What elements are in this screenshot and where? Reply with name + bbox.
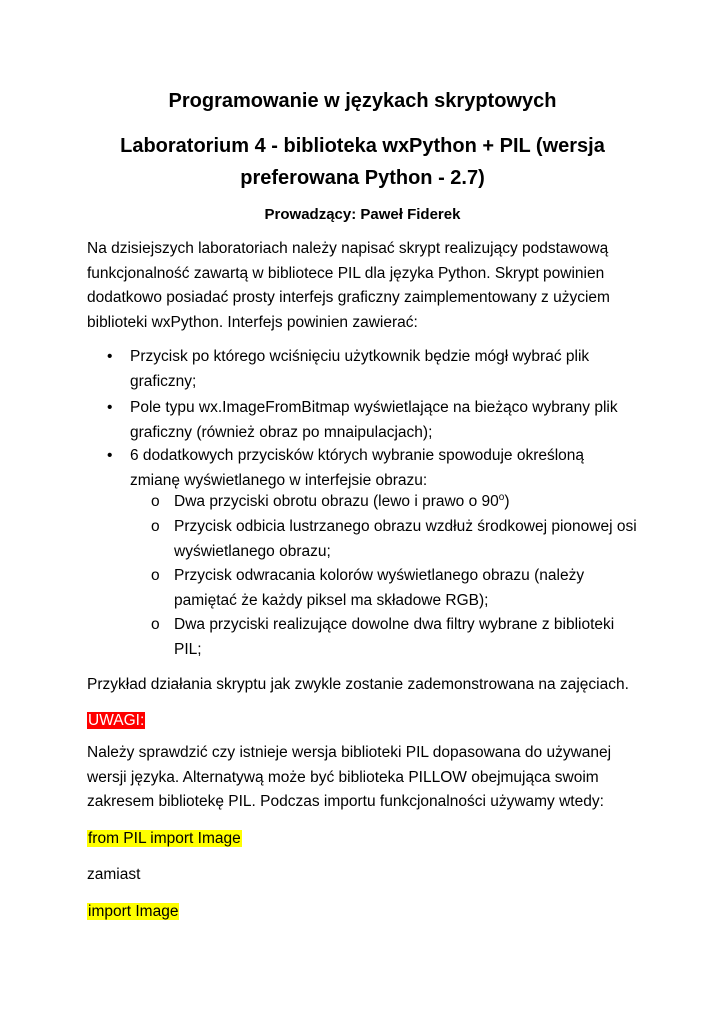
intro-line: Na dzisiejszych laboratoriach należy napisać skrypt realizujący podstawową (87, 240, 609, 257)
intro-paragraph (87, 237, 647, 335)
code-line-2: import Image (88, 903, 179, 920)
sub-bullet-icon: o (151, 567, 160, 584)
sub-bullet-icon: o (151, 518, 160, 535)
sub-bullet-icon: o (151, 616, 160, 633)
warning-line: Należy sprawdzić czy istnieje wersja biblioteki PIL dopasowana do używanej (87, 744, 612, 761)
list-item-line: 6 dodatkowych przycisków których wybranie spowoduje określoną (130, 447, 585, 464)
sub-list-item (174, 613, 644, 662)
code-line-2-row (87, 900, 647, 925)
list-item-line: zmianę wyświetlanego w interfejsie obrazu: (130, 471, 428, 489)
sub-list-item-line: PIL; (174, 640, 202, 658)
list-item-line: graficzny; (130, 372, 197, 390)
lecturer: Prowadzący: Paweł Fiderek (264, 206, 461, 223)
bullet-icon: • (107, 399, 113, 416)
sub-list-item-line: wyświetlanego obrazu; (174, 542, 331, 560)
warning-line: zakresem bibliotekę PIL. Podczas importu funkcjonalności używamy wtedy: (87, 793, 604, 810)
warning-label-row (87, 709, 647, 734)
lab-title-line-1: Laboratorium 4 - biblioteka wxPython + PIL (wersja (120, 135, 605, 157)
sub-bullet-icon: o (151, 493, 160, 510)
intro-line: funkcjonalność zawartą w bibliotece PIL dla języka Python. Skrypt powinien (87, 264, 605, 282)
bullet-icon: • (107, 447, 113, 464)
between-text: zamiast (87, 866, 141, 883)
list-item (130, 345, 650, 394)
code-line-1-row (87, 827, 647, 852)
sub-list-item-text: Dwa przyciski obrotu obrazu (lewo i prawo o 90 (174, 493, 499, 510)
list-item (130, 444, 650, 493)
degree-mark: o (498, 491, 505, 503)
sub-list-item-line: Dwa przyciski realizujące dowolne dwa filtry wybrane z biblioteki (174, 616, 615, 633)
page-title: Programowanie w językach skryptowych (168, 90, 557, 112)
warning-paragraph (87, 741, 647, 815)
sub-list-item (174, 490, 644, 515)
sub-list-item-line: Przycisk odwracania kolorów wyświetlanego obrazu (należy (174, 567, 585, 584)
list-item-line: Przycisk po którego wciśnięciu użytkownik będzie mógł wybrać plik (130, 348, 590, 365)
warning-line: wersji języka. Alternatywą może być biblioteka PILLOW obejmująca swoim (87, 768, 599, 786)
intro-line: dodatkowo posiadać prosty interfejs graficzny zaimplementowany z użyciem (87, 289, 610, 306)
list-item-line: Pole typu wx.ImageFromBitmap wyświetlające na bieżąco wybrany plik (130, 399, 618, 416)
lab-title (40, 130, 685, 194)
sub-list-item-line: Przycisk odbicia lustrzanego obrazu wzdłuż środkowej pionowej osi (174, 518, 637, 535)
intro-line: biblioteki wxPython. Interfejs powinien zawierać: (87, 313, 418, 331)
list-item (130, 396, 650, 445)
example-paragraph: Przykład działania skryptu jak zwykle zostanie zademonstrowana na zajęciach. (87, 676, 629, 693)
bullet-icon: • (107, 348, 113, 365)
sub-list-item-line: pamiętać że każdy piksel ma składowe RGB); (174, 591, 489, 609)
sub-list-item (174, 564, 644, 613)
list-item-line: graficzny (również obraz po mnaipulacjach); (130, 423, 433, 441)
sub-list-item (174, 515, 644, 564)
code-line-1: from PIL import Image (88, 830, 241, 847)
lab-title-line-2: preferowana Python - 2.7) (240, 167, 485, 189)
sub-list-item-text-end: ) (504, 493, 510, 510)
warning-label: UWAGI: (88, 712, 145, 729)
